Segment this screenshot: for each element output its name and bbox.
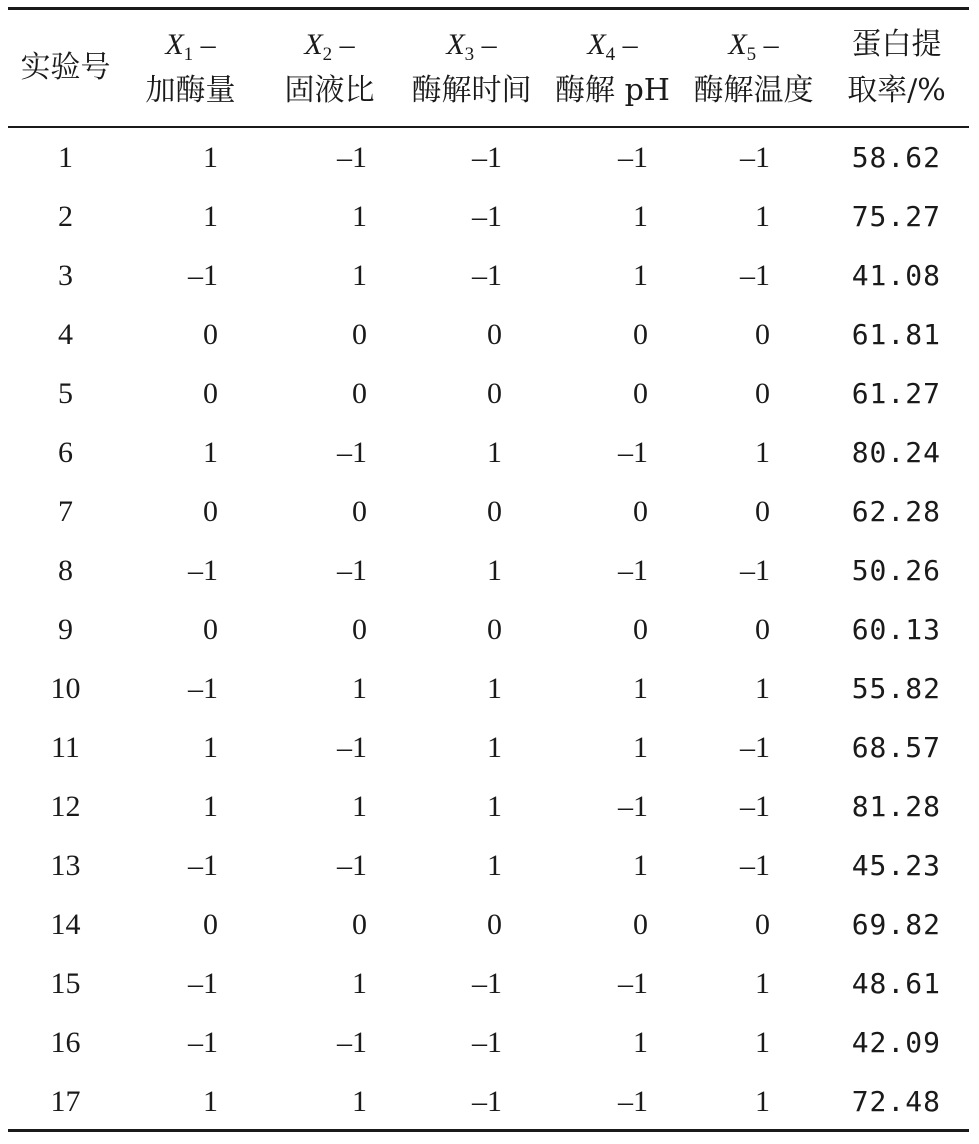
x5-cell: 1 xyxy=(755,435,770,469)
x1-cell: –1 xyxy=(188,848,218,882)
yield-cell: 61.27 xyxy=(851,377,941,410)
x1-cell: 0 xyxy=(203,376,218,410)
x2-cell: 1 xyxy=(352,671,367,705)
variable-subscript: 3 xyxy=(464,44,475,65)
x5-cell: 1 xyxy=(755,966,770,1000)
header-cell-x3 xyxy=(401,10,542,126)
header-variable xyxy=(401,22,542,68)
x1-cell: 1 xyxy=(203,730,218,764)
x2-cell: –1 xyxy=(337,1025,367,1059)
yield-cell: 69.82 xyxy=(851,908,941,941)
table-row xyxy=(8,364,969,423)
x4-cell: 1 xyxy=(633,671,648,705)
run-number-cell: 3 xyxy=(58,258,73,292)
run-number-cell: 9 xyxy=(58,612,73,646)
variable-subscript: 2 xyxy=(322,44,333,65)
header-variable xyxy=(683,22,824,68)
header-variable xyxy=(258,22,401,68)
run-number-cell: 13 xyxy=(50,848,81,882)
yield-cell: 60.13 xyxy=(851,613,941,646)
yield-cell: 62.28 xyxy=(851,495,941,528)
variable-symbol: X xyxy=(165,28,184,61)
yield-cell: 81.28 xyxy=(851,790,941,823)
yield-cell: 45.23 xyxy=(851,849,941,882)
x4-cell: –1 xyxy=(618,553,648,587)
x5-cell: 1 xyxy=(755,199,770,233)
variable-symbol: X xyxy=(728,28,747,61)
x5-cell: 0 xyxy=(755,376,770,410)
header-cell-x2 xyxy=(258,10,401,126)
x5-cell: 0 xyxy=(755,907,770,941)
table-row xyxy=(8,423,969,482)
header-label: 固液比 xyxy=(284,73,375,108)
x4-cell: 1 xyxy=(633,730,648,764)
table-row xyxy=(8,1013,969,1072)
table-row xyxy=(8,954,969,1013)
table-row xyxy=(8,659,969,718)
x1-cell: 1 xyxy=(203,435,218,469)
x3-cell: 0 xyxy=(487,494,502,528)
x3-cell: –1 xyxy=(472,199,502,233)
x3-cell: 0 xyxy=(487,612,502,646)
x3-cell: 1 xyxy=(487,730,502,764)
x2-cell: 1 xyxy=(352,258,367,292)
x3-cell: 1 xyxy=(487,789,502,823)
yield-cell: 68.57 xyxy=(851,731,941,764)
variable-subscript: 4 xyxy=(605,44,616,65)
x1-cell: 1 xyxy=(203,1084,218,1118)
table-row xyxy=(8,246,969,305)
yield-cell: 75.27 xyxy=(851,200,941,233)
x4-cell: –1 xyxy=(618,966,648,1000)
x3-cell: –1 xyxy=(472,140,502,174)
x5-cell: –1 xyxy=(740,553,770,587)
x5-cell: –1 xyxy=(740,730,770,764)
run-number-cell: 15 xyxy=(50,966,81,1000)
x4-cell: 0 xyxy=(633,317,648,351)
variable-symbol: X xyxy=(446,28,465,61)
x5-cell: 1 xyxy=(755,671,770,705)
x5-cell: –1 xyxy=(740,140,770,174)
x1-cell: –1 xyxy=(188,553,218,587)
run-number-cell: 2 xyxy=(58,199,73,233)
run-number-cell: 14 xyxy=(50,907,81,941)
yield-cell: 50.26 xyxy=(851,554,941,587)
table-row xyxy=(8,777,969,836)
x3-cell: 0 xyxy=(487,376,502,410)
x5-cell: 1 xyxy=(755,1084,770,1118)
header-label: 酶解时间 xyxy=(411,73,532,108)
run-number-cell: 11 xyxy=(51,730,80,764)
x1-cell: 0 xyxy=(203,612,218,646)
table-row xyxy=(8,836,969,895)
header-label: 加酶量 xyxy=(145,73,236,108)
header-label: 酶解温度 xyxy=(693,73,814,108)
header-label: 取率/% xyxy=(847,73,946,108)
x2-cell: 1 xyxy=(352,199,367,233)
x5-cell: –1 xyxy=(740,789,770,823)
table-row xyxy=(8,718,969,777)
variable-dash: – xyxy=(193,28,216,61)
x3-cell: –1 xyxy=(472,1084,502,1118)
header-variable xyxy=(542,22,683,68)
yield-cell: 80.24 xyxy=(851,436,941,469)
yield-cell: 42.09 xyxy=(851,1026,941,1059)
yield-cell: 58.62 xyxy=(851,141,941,174)
variable-dash: – xyxy=(332,28,355,61)
x4-cell: 1 xyxy=(633,1025,648,1059)
variable-symbol: X xyxy=(587,28,606,61)
table-row xyxy=(8,895,969,954)
x5-cell: 1 xyxy=(755,1025,770,1059)
x5-cell: –1 xyxy=(740,848,770,882)
table-row xyxy=(8,600,969,659)
variable-dash: – xyxy=(474,28,497,61)
x1-cell: 0 xyxy=(203,907,218,941)
x2-cell: 0 xyxy=(352,907,367,941)
table-row xyxy=(8,305,969,364)
x3-cell: –1 xyxy=(472,258,502,292)
x1-cell: –1 xyxy=(188,1025,218,1059)
x4-cell: 0 xyxy=(633,907,648,941)
x1-cell: 1 xyxy=(203,140,218,174)
x4-cell: 1 xyxy=(633,199,648,233)
x1-cell: 0 xyxy=(203,494,218,528)
x4-cell: 0 xyxy=(633,376,648,410)
x4-cell: 0 xyxy=(633,494,648,528)
variable-subscript: 1 xyxy=(183,44,194,65)
x4-cell: –1 xyxy=(618,435,648,469)
x2-cell: 1 xyxy=(352,789,367,823)
x4-cell: 1 xyxy=(633,848,648,882)
x3-cell: 1 xyxy=(487,435,502,469)
x5-cell: 0 xyxy=(755,317,770,351)
yield-cell: 55.82 xyxy=(851,672,941,705)
header-label: 酶解 pH xyxy=(555,73,670,108)
run-number-cell: 4 xyxy=(58,317,73,351)
header-cell-x4 xyxy=(542,10,683,126)
experiment-table xyxy=(8,10,969,1131)
header-cell-x5 xyxy=(683,10,824,126)
run-number-cell: 12 xyxy=(50,789,81,823)
x2-cell: 0 xyxy=(352,612,367,646)
header-cell-x1 xyxy=(123,10,258,126)
x3-cell: 0 xyxy=(487,907,502,941)
x2-cell: –1 xyxy=(337,553,367,587)
run-number-cell: 16 xyxy=(50,1025,81,1059)
x1-cell: 1 xyxy=(203,199,218,233)
table-row xyxy=(8,482,969,541)
header-label: 实验号 xyxy=(20,50,111,85)
x1-cell: –1 xyxy=(188,966,218,1000)
table-row xyxy=(8,187,969,246)
x1-cell: –1 xyxy=(188,258,218,292)
x4-cell: 1 xyxy=(633,258,648,292)
header-row xyxy=(8,10,969,126)
x2-cell: –1 xyxy=(337,848,367,882)
x2-cell: 0 xyxy=(352,317,367,351)
yield-cell: 41.08 xyxy=(851,259,941,292)
x1-cell: 0 xyxy=(203,317,218,351)
header-cell-run xyxy=(8,10,123,126)
yield-cell: 48.61 xyxy=(851,967,941,1000)
run-number-cell: 6 xyxy=(58,435,73,469)
x5-cell: –1 xyxy=(740,258,770,292)
run-number-cell: 10 xyxy=(50,671,81,705)
variable-subscript: 5 xyxy=(746,44,757,65)
x2-cell: 0 xyxy=(352,376,367,410)
table-body xyxy=(8,126,969,1131)
x3-cell: 0 xyxy=(487,317,502,351)
x1-cell: 1 xyxy=(203,789,218,823)
x4-cell: 0 xyxy=(633,612,648,646)
x1-cell: –1 xyxy=(188,671,218,705)
run-number-cell: 7 xyxy=(58,494,73,528)
x3-cell: 1 xyxy=(487,671,502,705)
table-row xyxy=(8,541,969,600)
x4-cell: –1 xyxy=(618,789,648,823)
x5-cell: 0 xyxy=(755,494,770,528)
x3-cell: 1 xyxy=(487,848,502,882)
x4-cell: –1 xyxy=(618,1084,648,1118)
table-row xyxy=(8,126,969,187)
variable-dash: – xyxy=(615,28,638,61)
header-cell-yield xyxy=(824,10,969,126)
x4-cell: –1 xyxy=(618,140,648,174)
x2-cell: –1 xyxy=(337,140,367,174)
x3-cell: –1 xyxy=(472,966,502,1000)
x2-cell: –1 xyxy=(337,435,367,469)
x2-cell: –1 xyxy=(337,730,367,764)
yield-cell: 72.48 xyxy=(851,1085,941,1118)
run-number-cell: 17 xyxy=(50,1084,81,1118)
run-number-cell: 5 xyxy=(58,376,73,410)
x3-cell: –1 xyxy=(472,1025,502,1059)
x5-cell: 0 xyxy=(755,612,770,646)
header-label: 蛋白提 xyxy=(851,27,942,62)
x2-cell: 1 xyxy=(352,966,367,1000)
table-row xyxy=(8,1072,969,1131)
x2-cell: 0 xyxy=(352,494,367,528)
variable-dash: – xyxy=(756,28,779,61)
variable-symbol: X xyxy=(304,28,323,61)
yield-cell: 61.81 xyxy=(851,318,941,351)
header-variable xyxy=(123,22,258,68)
run-number-cell: 8 xyxy=(58,553,73,587)
x2-cell: 1 xyxy=(352,1084,367,1118)
run-number-cell: 1 xyxy=(58,140,73,174)
x3-cell: 1 xyxy=(487,553,502,587)
table-header xyxy=(8,10,969,126)
